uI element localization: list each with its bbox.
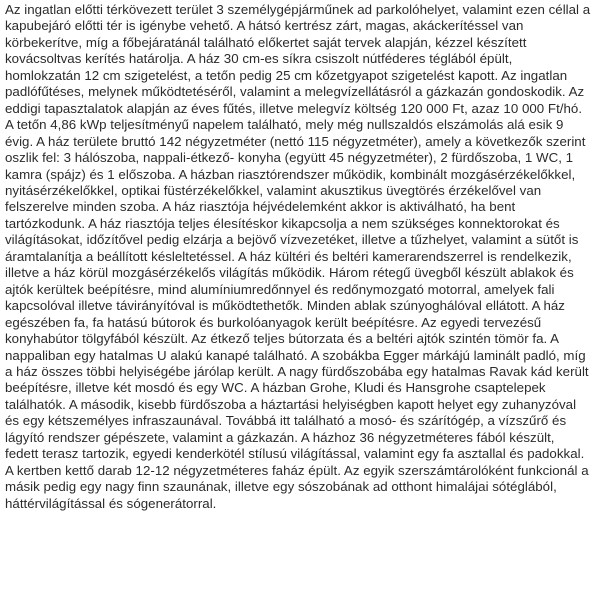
property-description-text: Az ingatlan előtti térkövezett terület 3 személygépjárműnek ad parkolóhelyet, valamint ezen céllal a kapubejáró előtti tér is igénybe vehető. A hátsó kertrész zárt, magas, akáckerítéssel van körbekerítve, míg a főbejáratánál található előkertet saját tervek alapján, kézzel készített kovácsoltvas kerítés határolja. A ház 30 cm-es síkra csiszolt nútféderes téglából épült, homlokzatán 12 cm szigetelést, a tetőn pedig 25 cm kőzetgyapot szigetelést kapott. Az ingatlan padlófűtéses, melynek működtetéséről, valamint a melegvízellátásról a gázkazán gondoskodik. Az eddigi tapasztalatok alapján az éves fűtés, illetve melegvíz költség 120 000 Ft, azaz 10 000 Ft/hó. A tetőn 4,86 kWp teljesítményű napelem található, mely még nullszaldós elszámolás alá esik 9 évig. A ház területe bruttó 142 négyzetméter (nettó 115 négyzetméter), amely a következők szerint oszlik fel: 3 hálószoba, nappali-étkező- konyha (együtt 45 négyzetméter), 2 fürdőszoba, 1 WC, 1 kamra (spájz) és 1 előszoba. A házban riasztórendszer működik, kombinált mozgásérzékelőkkel, nyitásérzékelőkkel, optikai füstérzékelőkkel, valamint akusztikus üvegtörés érzékelővel van felszerelve minden szoba. A ház riasztója héjvédelemként akkor is aktiválható, ha bent tartózkodunk. A ház riasztója teljes élesítéskor kikapcsolja a nem szükséges konnektorokat és világításokat, időzítővel pedig elzárja a bejövő vízvezetéket, illetve a tűzhelyet, valamint a sütőt is áramtalanítja a beállított késleltetéssel. A ház kültéri és beltéri kamerarendszerrel is rendelkezik, illetve a ház körül mozgásérzékelős világítás működik. Három rétegű üvegből készült ablakok és ajtók kerültek beépítésre, mind alumíniumredőnnyel és redőnymozgató motorral, amelyek fali kapcsolóval illetve távirányítóval is működtethetők. Minden ablak szúnyoghálóval ellátott. A ház egészében fa, fa hatású bútorok és burkolóanyagok került beépítésre. Az egyedi tervezésű konyhabútor tölgyfából készült. Az étkező teljes bútorzata és a beltéri ajtók szintén tömör fa. A nappaliban egy hatalmas U alakú kanapé található. A szobákba Egger márkájú laminált padló, míg a ház összes többi helyiségébe járólap került. A nagy fürdőszobába egy hatalmas Ravak kád került beépítésre, illetve két mosdó és egy WC. A házban Grohe, Kludi és Hansgrohe csaptelepek találhatók. A második, kisebb fürdőszoba a háztartási helyiségben kapott helyet egy zuhanyzóval és egy kétszemélyes infraszaunával. Továbbá itt található a mosó- és szárítógép, a vízszűrő és lágyító rendszer gépészete, valamint a gázkazán. A házhoz 36 négyzetméteres fából készült, fedett terasz tartozik, egyedi kenderkötél stílusú világítással, valamint egy fa asztallal és padokkal. A kertben kettő darab 12-12 négyzetméteres faház épült. Az egyik szerszámtárolóként funkcionál a másik pedig egy nagy finn szaunának, illetve egy sószobának ad otthont himalájai sótéglából, háttérvilágítással és sógenerátorral.	[5, 2, 591, 511]
